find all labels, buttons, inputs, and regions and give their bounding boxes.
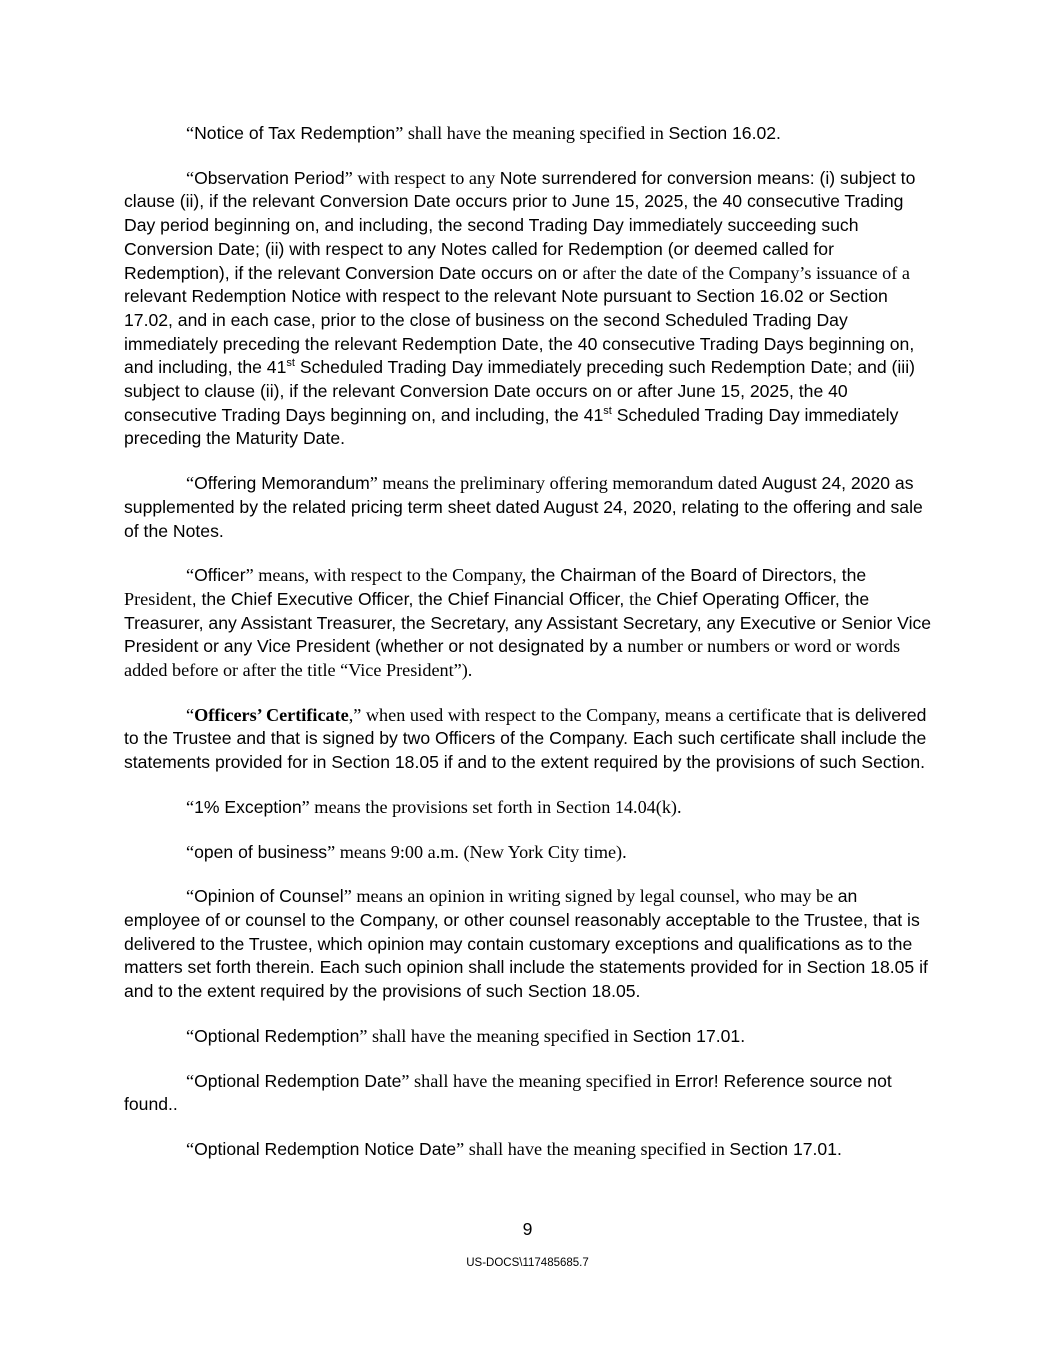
open-quote: “ [186,473,195,494]
open-quote: “ [186,704,195,725]
close-quote: ” [369,473,378,494]
definition-text: shall have the meaning specified in [403,123,669,143]
definition-optional-redemption [124,1025,938,1049]
definition-open-of-business [124,841,938,865]
open-quote: “ [186,841,195,862]
page-number: 9 [522,1219,533,1239]
definition-text: Scheduled Trading Day immediately preceding the Maturity Date. [124,404,899,449]
definition-offering-memorandum [124,472,938,543]
defined-term: Observation Period [194,167,345,188]
defined-term: Notice of Tax Redemption [194,123,396,143]
definition-text: August 24, 2020 as supplemented by the related pricing term sheet dated August 24, 2020, relating to the offering and sale of the Notes. [124,473,923,541]
open-quote: “ [186,886,195,907]
ordinal-suffix: st [286,357,295,370]
definition-text: the Chairman of the Board of Directors, the [530,565,867,586]
definition-text: means 9:00 a.m. (New York City time). [335,841,627,862]
defined-term: Optional Redemption [194,1025,360,1046]
definition-officer [124,564,938,683]
definition-text: after the date of the Company’s issuance of a [582,262,910,283]
close-quote: ” [395,123,404,143]
open-quote: “ [186,796,195,817]
definition-text: number or numbers or word or words added before or after the title “Vice President”). [124,636,901,681]
definitions-body [124,122,938,1183]
definition-text: relevant Redemption Notice with respect to the relevant Note pursuant to Section 16.02 or Section 17.02, and in each case, prior to the close of business on the second Scheduled Trading Day immediately preceding the relevant Redemption Date, the 40 consecutive Trading Days beginning on, and including, the 41 [124,286,915,378]
definition-text: the [629,588,652,609]
open-quote: “ [186,123,195,143]
definition-text: , the Chief Executive Officer, the Chief Financial Officer, [191,588,630,609]
definition-text: Chief Operating Officer, the Treasurer, any Assistant Treasurer, the Secretary, any Assistant Secretary, any Executive or Senior Vice President or any Vice President (whether or not designated by a [124,588,932,657]
ordinal-suffix: st [603,404,612,417]
open-quote: “ [186,565,195,586]
open-quote: “ [186,1025,195,1046]
definition-text: Note surrendered for conversion means: (i) subject to clause (ii), if the relevant Conversion Date occurs prior to June 15, 2025, the 40 consecutive Trading Day period beginning on, and including, the second Trading Day immediately succeeding such Conversion Date; (ii) with respect to any Notes called for Redemption (or deemed called for Redemption), if the relevant Conversion Date occurs on or [124,167,916,283]
definition-text: means the preliminary offering memorandum dated [377,473,762,494]
defined-term: Opinion of Counsel [194,886,344,907]
definition-text: Section 17.01. [632,1025,746,1046]
definition-text: means an opinion in writing signed by legal counsel, who may be [351,886,838,907]
definition-text: Section 16.02. [668,123,781,143]
definition-text: shall have the meaning specified in [367,1025,633,1046]
close-quote: ” [344,167,353,188]
defined-term: Officer [194,565,246,586]
defined-term: Optional Redemption Date [194,1070,402,1091]
definition-text: means, with respect to the Company, [253,565,531,586]
defined-term: Offering Memorandum [194,473,370,494]
open-quote: “ [186,1070,195,1091]
document-id-footer: US-DOCS\117485685.7 [466,1257,589,1269]
close-quote: ,” [348,704,362,725]
definition-one-percent-exception [124,796,938,820]
definition-text: President [124,588,192,609]
definition-observation-period [124,167,938,451]
definition-text: Scheduled Trading Day immediately preceding such Redemption Date; and (iii) subject to clause (ii), if the relevant Conversion Date occurs on or after June 15, 2025, the 40 consecutive Trading Days beginning on, and including, the 41 [124,357,915,425]
close-quote: ” [343,886,352,907]
definition-optional-redemption-notice-date [124,1138,938,1162]
definition-text: with respect to any [352,167,500,188]
close-quote: ” [359,1025,368,1046]
definition-optional-redemption-date [124,1070,938,1117]
definition-text: shall have the meaning specified in [409,1070,675,1091]
definition-text: when used with respect to the Company, means a certificate that [361,704,838,725]
open-quote: “ [186,167,195,188]
definition-officers-certificate [124,704,938,775]
definition-text: is delivered to the Trustee and that is signed by two Officers of the Company. Each such certificate shall include the statements provided for in Section 18.05 if and to the extent required by the provisions of such Section. [124,704,927,773]
definition-opinion-of-counsel [124,885,938,1004]
definition-text: Section 17.01. [729,1138,842,1159]
close-quote: ” [401,1070,410,1091]
defined-term: Officers’ Certificate [194,704,349,725]
close-quote: ” [301,796,310,817]
definition-notice-of-tax-redemption [124,122,938,146]
defined-term: 1% Exception [194,796,302,817]
open-quote: “ [186,1138,195,1159]
close-quote: ” [245,565,254,586]
definition-text: shall have the meaning specified in [464,1138,730,1159]
definition-text: means the provisions set forth in Section 14.04(k). [309,796,682,817]
close-quote: ” [327,841,336,862]
defined-term: open of business [194,841,328,862]
broken-reference-text: Error! Reference source not found.. [124,1070,892,1115]
definition-text: an employee of or counsel to the Company, or other counsel reasonably acceptable to the Trustee, that is delivered to the Trustee, which opinion may contain customary exceptions and qualifications as to the matters set forth therein. Each such opinion shall include the statements provided for in Section 18.05 if and to the extent required by the provisions of such Section 18.05. [124,886,928,1002]
close-quote: ” [456,1138,465,1159]
defined-term: Optional Redemption Notice Date [194,1138,457,1159]
